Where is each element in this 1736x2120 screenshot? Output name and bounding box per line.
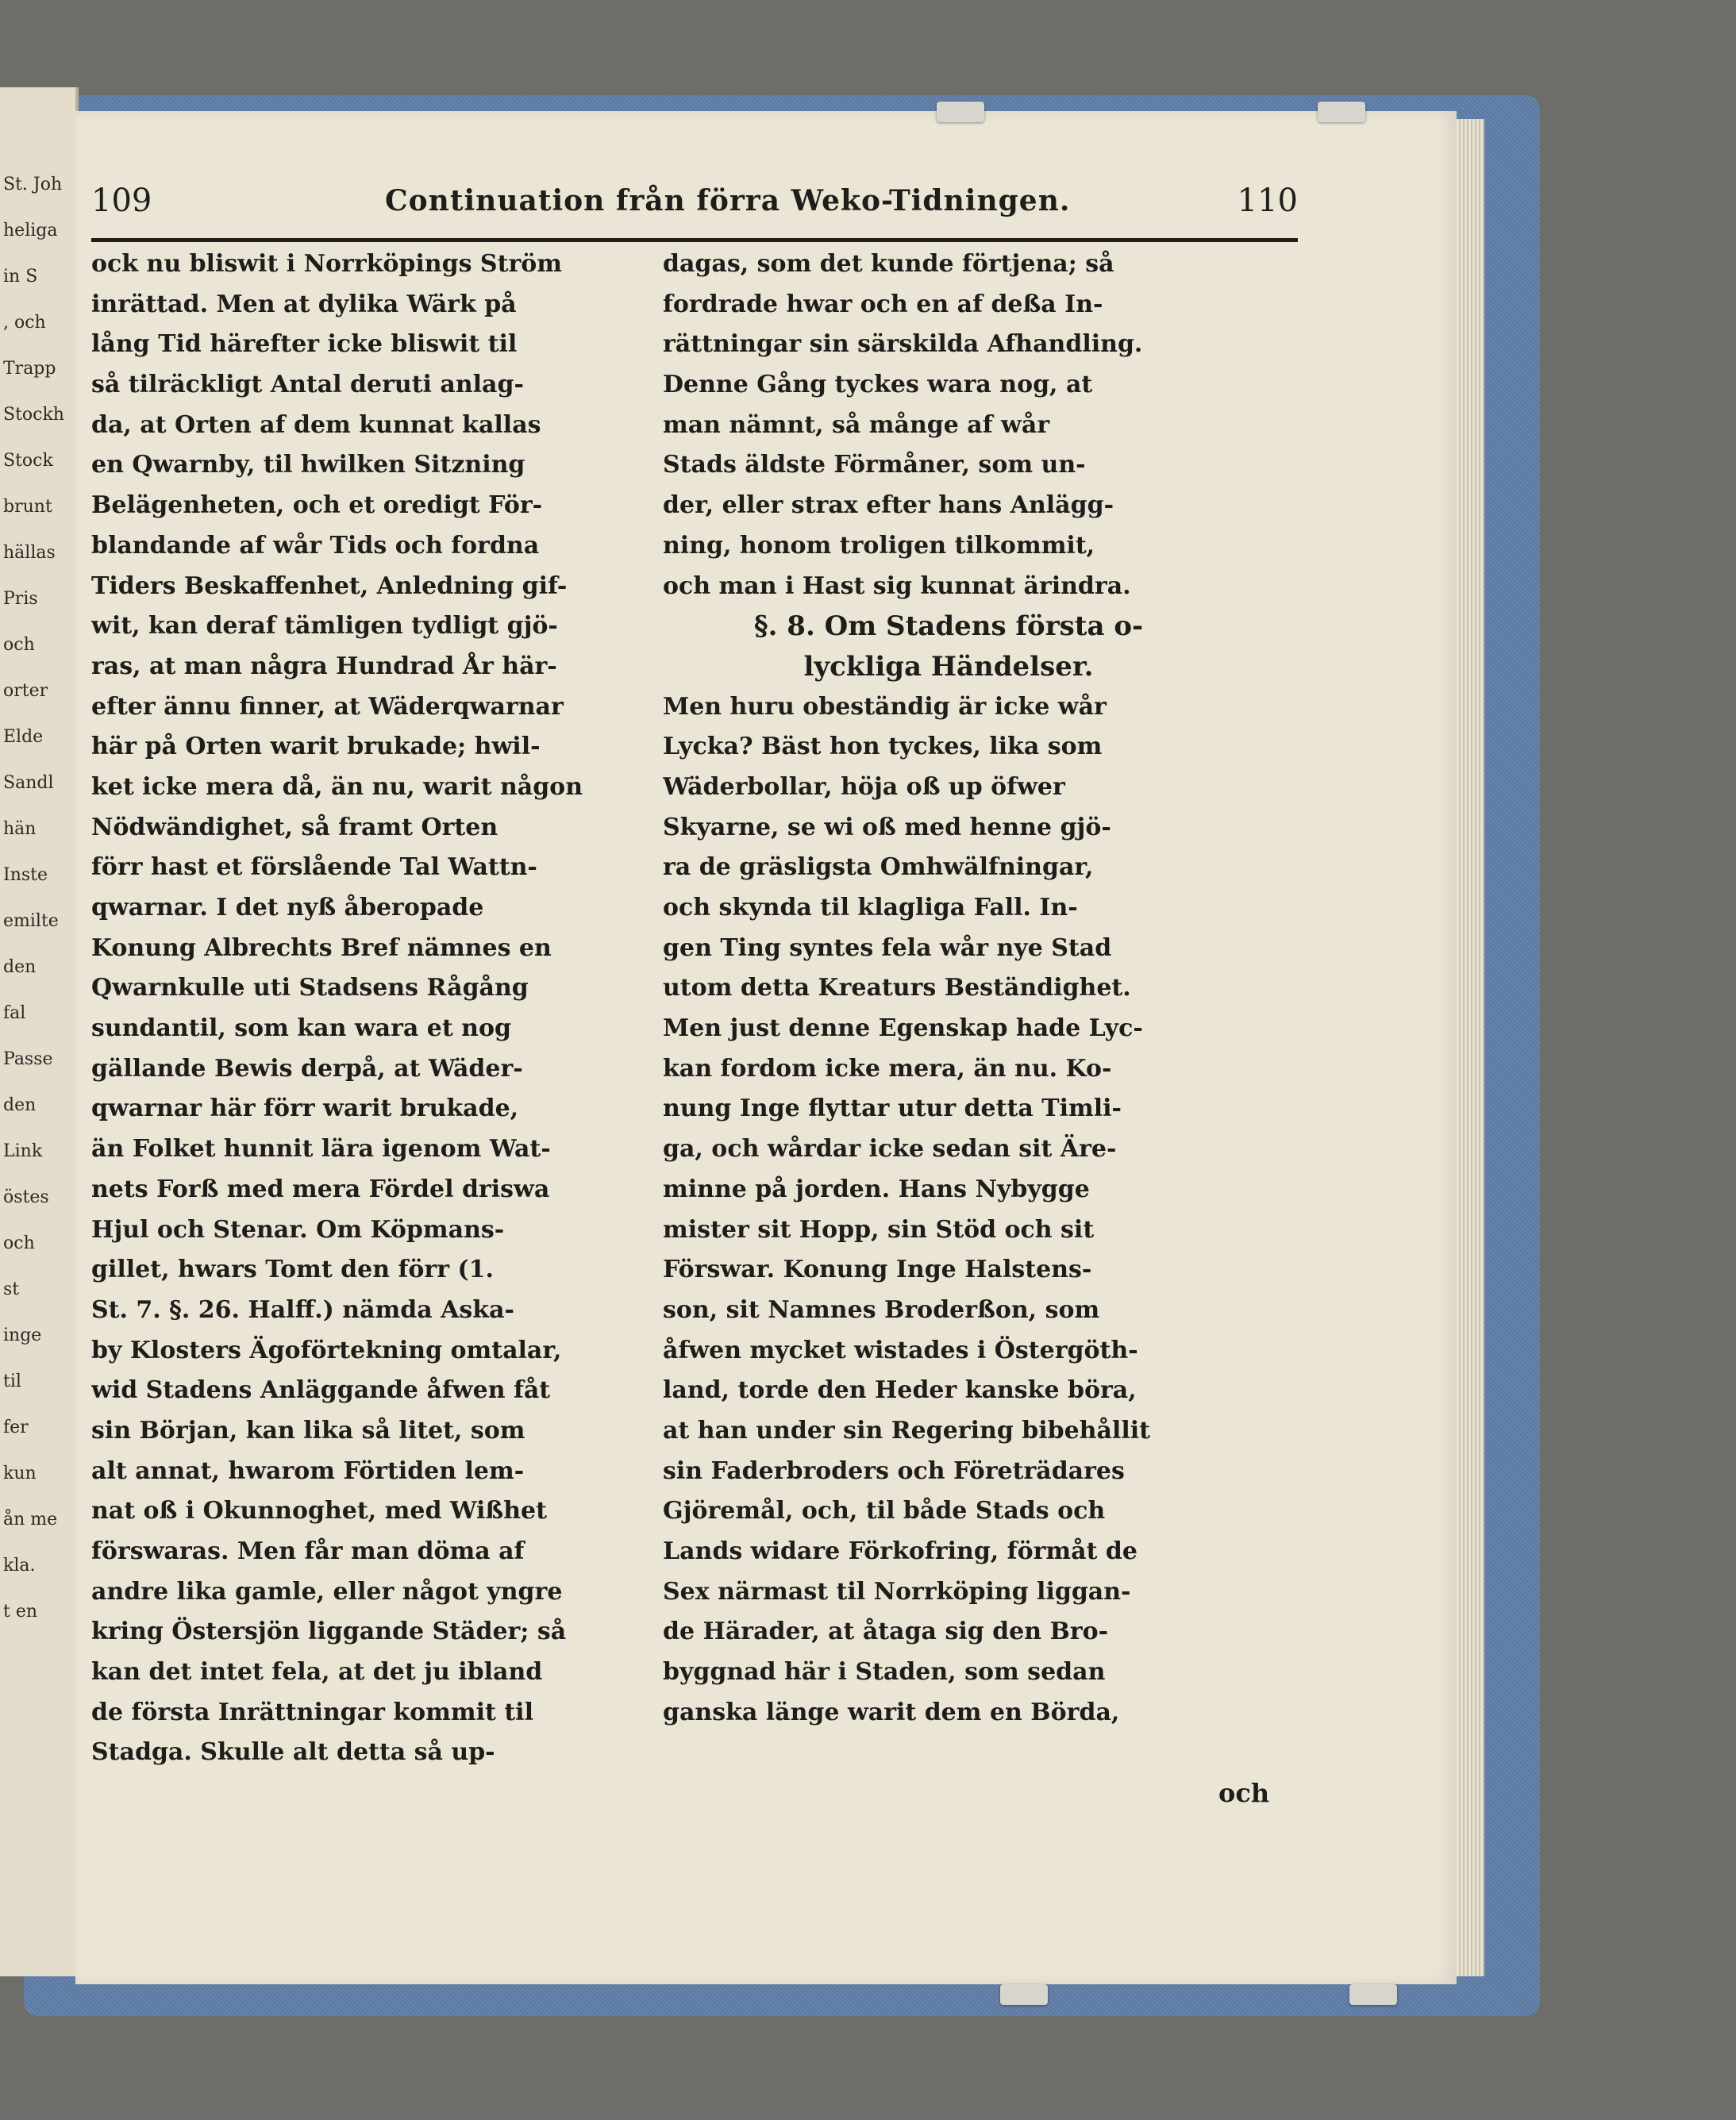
text-line: qwarnar här förr warit brukade, xyxy=(91,1095,519,1123)
header-rule xyxy=(91,238,1298,242)
facing-page-text: orter xyxy=(3,681,48,701)
facing-page-text: fer xyxy=(3,1418,29,1437)
facing-page-text: Elde xyxy=(3,727,44,747)
facing-page-text: och xyxy=(3,635,35,655)
text-line: der, eller strax efter hans Anlägg- xyxy=(663,491,1114,520)
text-line: St. 7. §. 26. Halff.) nämda Aska- xyxy=(91,1295,514,1324)
text-line: Men just denne Egenskap hade Lyc- xyxy=(663,1014,1143,1043)
text-line: de första Inrättningar kommit til xyxy=(91,1698,533,1726)
facing-page-text: St. Joh xyxy=(3,175,63,194)
text-line: Tiders Beskaffenhet, Anledning gif- xyxy=(91,571,568,600)
text-line: alt annat, hwarom Förtiden lem- xyxy=(91,1456,525,1485)
facing-page-text: hän xyxy=(3,819,37,839)
text-line: så tilräckligt Antal deruti anlag- xyxy=(91,371,524,399)
facing-page-text: Trapp xyxy=(3,359,56,379)
facing-page-text: , och xyxy=(3,313,46,333)
page-edges xyxy=(1453,119,1484,1976)
text-line: gällande Bewis derpå, at Wäder- xyxy=(91,1054,523,1083)
facing-page-text: inge xyxy=(3,1325,42,1345)
text-line: kan det intet fela, at det ju ibland xyxy=(91,1658,543,1687)
text-line: ket icke mera då, än nu, warit någon xyxy=(91,772,583,801)
text-line: gen Ting syntes fela wår nye Stad xyxy=(663,933,1112,962)
facing-page-text: Stockh xyxy=(3,405,64,425)
text-line: ock nu bliswit i Norrköpings Ström xyxy=(91,250,563,278)
facing-page-text: Pris xyxy=(3,589,38,609)
text-line: Denne Gång tyckes wara nog, at xyxy=(663,371,1093,399)
text-line: ra de gräsligsta Omhwälfningar, xyxy=(663,853,1094,882)
text-line: blandande af wår Tids och fordna xyxy=(91,531,540,560)
facing-page-text: Link xyxy=(3,1141,43,1161)
text-line: Qwarnkulle uti Stadsens Rågång xyxy=(91,974,529,1002)
text-line: Lands widare Förkofring, förmåt de xyxy=(663,1537,1137,1565)
page-number-left: 109 xyxy=(91,183,152,219)
binding-tab xyxy=(1318,102,1365,122)
right-column xyxy=(663,244,1234,1733)
binding-tab xyxy=(1000,1984,1048,2005)
facing-page-text: brunt xyxy=(3,497,52,517)
facing-page-text: kla. xyxy=(3,1556,36,1576)
binding-tab xyxy=(937,102,984,122)
text-line: minne på jorden. Hans Nybygge xyxy=(663,1175,1090,1203)
text-line: ganska länge warit dem en Börda, xyxy=(663,1698,1120,1726)
text-line: Men huru obeständig är icke wår xyxy=(663,692,1107,721)
running-title: Continuation från förra Weko-Tidningen. xyxy=(385,184,1071,217)
text-line: wid Stadens Anläggande åfwen fåt xyxy=(91,1376,551,1405)
text-line: Stads äldste Förmåner, som un- xyxy=(663,451,1086,479)
facing-page-text: den xyxy=(3,1095,37,1115)
text-line: by Klosters Ägoförtekning omtalar, xyxy=(91,1336,562,1364)
text-line: utom detta Kreaturs Beständighet. xyxy=(663,974,1131,1002)
facing-page-text: in S xyxy=(3,267,38,287)
text-line: en Qwarnby, til hwilken Sitzning xyxy=(91,451,525,479)
text-line: man nämnt, så månge af wår xyxy=(663,410,1050,439)
facing-page-text: östes xyxy=(3,1187,49,1207)
facing-page-text: hällas xyxy=(3,543,56,563)
catchword: och xyxy=(1218,1778,1270,1808)
text-line: Skyarne, se wi oß med henne gjö- xyxy=(663,813,1111,841)
text-line: nets Forß med mera Fördel driswa xyxy=(91,1175,550,1203)
text-line: at han under sin Regering bibehållit xyxy=(663,1416,1150,1445)
text-line: Förswar. Konung Inge Halstens- xyxy=(663,1256,1092,1284)
text-line: nung Inge flyttar utur detta Timli- xyxy=(663,1095,1122,1123)
text-line: sin Början, kan lika så litet, som xyxy=(91,1416,525,1445)
facing-page-text: Stock xyxy=(3,451,53,471)
text-line: ras, at man några Hundrad År här- xyxy=(91,652,557,680)
facing-page-text: Inste xyxy=(3,865,48,885)
page-number-right: 110 xyxy=(1237,183,1298,219)
facing-page-text: til xyxy=(3,1372,21,1391)
text-line: förswaras. Men får man döma af xyxy=(91,1537,525,1565)
text-line: sin Faderbroders och Företrädares xyxy=(663,1456,1125,1485)
text-line: Nödwändighet, så framt Orten xyxy=(91,813,498,841)
text-line: inrättad. Men at dylika Wärk på xyxy=(91,290,517,318)
facing-page-text: den xyxy=(3,957,37,977)
text-line: land, torde den Heder kanske böra, xyxy=(663,1376,1137,1405)
text-line: Gjöremål, och, til både Stads och xyxy=(663,1497,1106,1526)
text-line: nat oß i Okunnoghet, med Wißhet xyxy=(91,1497,547,1526)
text-line: Konung Albrechts Bref nämnes en xyxy=(91,933,552,962)
text-line: fordrade hwar och en af deßa In- xyxy=(663,290,1103,318)
text-line: efter ännu finner, at Wäderqwarnar xyxy=(91,692,564,721)
text-line: ning, honom troligen tilkommit, xyxy=(663,531,1095,560)
text-line: wit, kan deraf tämligen tydligt gjö- xyxy=(91,612,558,641)
text-line: byggnad här i Staden, som sedan xyxy=(663,1658,1106,1687)
text-line: sundantil, som kan wara et nog xyxy=(91,1014,511,1043)
text-line: här på Orten warit brukade; hwil- xyxy=(91,733,541,761)
text-line: åfwen mycket wistades i Östergöth- xyxy=(663,1336,1138,1364)
text-line: förr hast et förslående Tal Wattn- xyxy=(91,853,537,882)
text-line: och man i Hast sig kunnat ärindra. xyxy=(663,571,1131,600)
left-column xyxy=(91,244,663,1773)
facing-page-text: Sandl xyxy=(3,773,54,793)
facing-page-text: Passe xyxy=(3,1049,53,1069)
text-line: och skynda til klagliga Fall. In- xyxy=(663,894,1078,921)
section-title: §. 8. Om Stadens första o- xyxy=(753,610,1144,643)
text-line: kan fordom icke mera, än nu. Ko- xyxy=(663,1054,1112,1083)
binding-tab xyxy=(1349,1984,1397,2005)
text-line: son, sit Namnes Broderßon, som xyxy=(663,1295,1100,1324)
text-line: Sex närmast til Norrköping liggan- xyxy=(663,1577,1131,1606)
text-line: Hjul och Stenar. Om Köpmans- xyxy=(91,1215,505,1244)
text-line: dagas, som det kunde förtjena; så xyxy=(663,250,1114,278)
text-line: gillet, hwars Tomt den förr (1. xyxy=(91,1256,494,1284)
facing-page-fragment xyxy=(0,87,79,1976)
text-line: Belägenheten, och et oredigt För- xyxy=(91,491,543,520)
facing-page-text: t en xyxy=(3,1602,38,1622)
facing-page-text: kun xyxy=(3,1464,37,1483)
facing-page-text: heliga xyxy=(3,221,58,240)
text-line: de Härader, at åtaga sig den Bro- xyxy=(663,1618,1109,1646)
text-line: kring Östersjön liggande Städer; så xyxy=(91,1618,567,1646)
facing-page-text: ån me xyxy=(3,1510,58,1529)
facing-page-text: och xyxy=(3,1233,35,1253)
text-line: qwarnar. I det nyß åberopade xyxy=(91,894,484,921)
section-title-continued: lyckliga Händelser. xyxy=(803,650,1094,683)
text-line: Lycka? Bäst hon tyckes, lika som xyxy=(663,733,1103,761)
text-line: lång Tid härefter icke bliswit til xyxy=(91,330,518,359)
text-line: andre lika gamle, eller något yngre xyxy=(91,1577,563,1606)
facing-page-text: emilte xyxy=(3,911,59,931)
text-line: mister sit Hopp, sin Stöd och sit xyxy=(663,1215,1095,1244)
text-line: Stadga. Skulle alt detta så up- xyxy=(91,1738,495,1767)
text-line: ga, och wårdar icke sedan sit Äre- xyxy=(663,1135,1117,1164)
facing-page-text: st xyxy=(3,1279,20,1299)
text-line: da, at Orten af dem kunnat kallas xyxy=(91,410,541,439)
book-page xyxy=(75,111,1457,1984)
text-line: Wäderbollar, höja oß up öfwer xyxy=(663,772,1065,801)
page-header xyxy=(91,183,1298,230)
text-line: rättningar sin särskilda Afhandling. xyxy=(663,330,1143,359)
text-line: än Folket hunnit lära igenom Wat- xyxy=(91,1135,551,1164)
facing-page-text: fal xyxy=(3,1003,26,1023)
